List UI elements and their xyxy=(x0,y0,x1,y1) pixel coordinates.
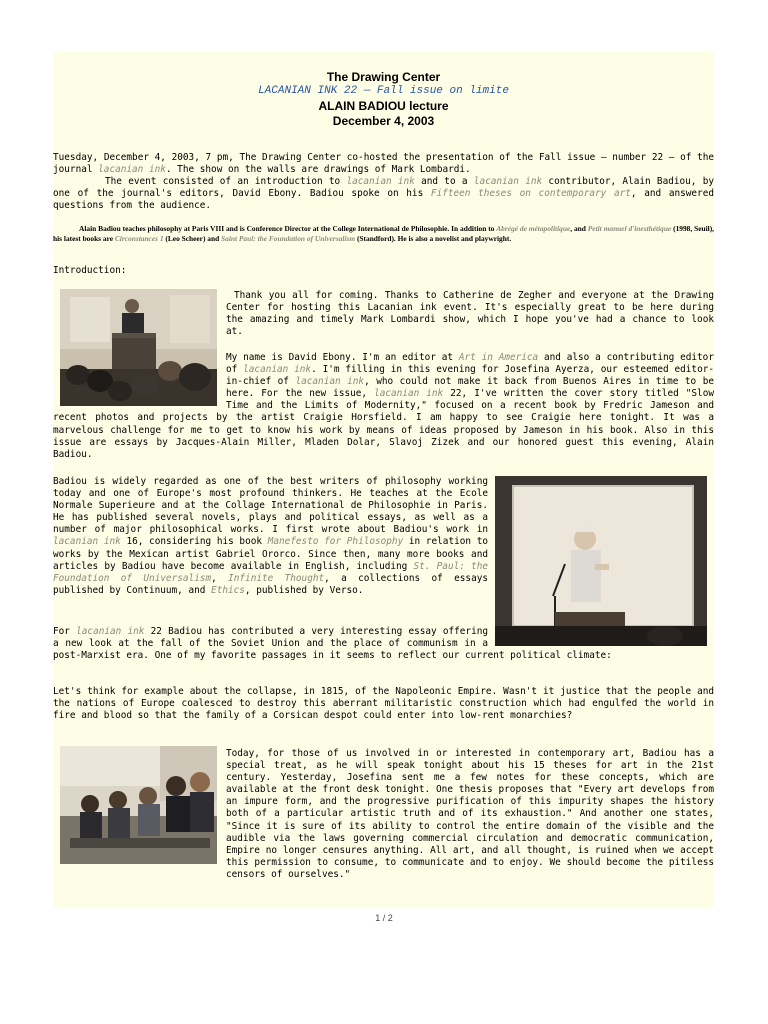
book-link[interactable]: Petit manuel d'inesthétique xyxy=(587,224,672,233)
journal-link[interactable]: lacanian ink xyxy=(374,388,444,400)
lecture-title: ALAIN BADIOU lecture xyxy=(318,99,449,113)
introduction-label: Introduction: xyxy=(53,265,127,276)
intro-paragraph: Tuesday, December 4, 2003, 7 pm, The Drawing Center co-hosted the presentation of the Fall issue — number 22 — of the journal lacanian ink. The show on the walls are drawings of Mark Lombardi. The event consisted of an introduction to lacanian ink and to a lacanian ink contributor, Alain Badiou, by one of the journal's editors, David Ebony. Badiou spoke on his Fifteen theses on contemporary art, and answered questions from the audience. xyxy=(53,152,714,212)
photo-badiou-speaking-image xyxy=(495,476,707,646)
bio-note: Alain Badiou teaches philosophy at Paris VIII and is Conference Director at the College International de Philosophie. In addition to Abrégé de métapolitique, and Petit manuel d'inesthétique (1998, Seuil), his latest books are Circonstances 1 (Leo Scheer) and Saint Paul: the Foundation of Universalism (Standford). He is also a novelist and playwright. xyxy=(53,224,715,243)
journal-link[interactable]: lacanian ink xyxy=(76,626,145,637)
event-date: December 4, 2003 xyxy=(332,114,435,128)
journal-link[interactable]: lacanian ink xyxy=(243,364,312,376)
photo-badiou-speaking xyxy=(495,476,707,646)
journal-link[interactable]: lacanian ink xyxy=(346,176,415,188)
book-link[interactable]: Ethics xyxy=(211,584,245,596)
essay-paragraph: For lacanian ink 22 Badiou has contributed a very interesting essay offering a new look at the fall of the Soviet Union and the place of communism in a post-Marxist era. One of my favorite passages in it seems to reflect our current political climate: xyxy=(53,626,612,662)
book-link[interactable]: Manefesto for Philosophy xyxy=(267,536,404,548)
book-link[interactable]: Circonstances 1 xyxy=(114,233,164,243)
journal-link[interactable]: lacanian ink xyxy=(295,376,365,388)
issue-title[interactable]: LACANIAN INK 22 — Fall issue on limite xyxy=(258,85,509,97)
editor-paragraph: My name is David Ebony. I'm an editor at Art in America and also a contributing editor of lacanian ink. I'm filling in this evening for Josefina Ayerza, our esteemed editor-in-chief of lacanian ink, who could not make it back from Buenos Aires in time to be here. For the new issue, lacanian ink 22, I've written the cover story titled "Slow Time and the Limits of Modernity," focused on a recent book by Fredric Jameson and recent photos and projects by the artist Craigie Horsfield. I am happy to see Craigie here tonight. It was a marvelous challenge for me to get to know his work by means of ideas proposed by Jameson in his book. Also in this issue are essays by Jacques-Alain Miller, Mladen Dolar, Slavoj Zizek and our honored guest this evening, Alain Badiou. xyxy=(53,352,715,460)
theses-link[interactable]: Fifteen theses on contemporary art xyxy=(430,188,631,200)
book-link[interactable]: Abrégé de métapolitique xyxy=(496,224,571,233)
document-page xyxy=(53,52,714,907)
venue-title: The Drawing Center xyxy=(326,70,441,84)
book-link[interactable]: Saint Paul: the Foundation of Universalism xyxy=(221,233,356,243)
page-number: 1 / 2 xyxy=(375,913,393,923)
journal-link[interactable]: lacanian ink xyxy=(98,164,166,176)
badiou-bio-paragraph: Badiou is widely regarded as one of the best writers of philosophy working today and one of Europe's most profound thinkers. He teaches at the Ecole Normale Superieure and at the Collage International de Philosophie in Paris. He has published several novels, plays and political essays, as well as a number of major philosophical works. I first wrote about Badiou's work in lacanian ink 16, considering his book Manefesto for Philosophy in relation to works by the Mexican artist Gabriel Ororco. Since then, many more books and articles by Badiou have become available in English, including St. Paul: the Foundation of Universalism, Infinite Thought, a collections of essays published by Continuum, and Ethics, published by Verso. xyxy=(53,476,489,596)
magazine-link[interactable]: Art in America xyxy=(458,352,539,363)
theses-paragraph: Today, for those of us involved in or interested in contemporary art, Badiou has a special treat, as he will speak tonight about his 15 theses for art in the 21st century. Yesterday, Josefina sent me a few notes for these concepts, which are available at the front desk tonight. One thesis proposes that "Every art develops from an impure form, and the progressive purification of this impurity shapes the history both of a particular artistic truth and of its exhaustion." And another one states, "Since it is sure of its ability to control the entire domain of the visible and the audible via the laws governing commercial circulation and democratic communication, Empire no longer censures anything. All art, and all thought, is ruined when we accept this permission to consume, to communicate and to enjoy. We should become the pitiless censors of ourselves." xyxy=(226,748,714,880)
book-link[interactable]: Infinite Thought xyxy=(228,572,325,584)
book-link[interactable]: St. Paul: the Foundation of Universalism xyxy=(53,560,489,584)
quote-paragraph: Let's think for example about the collapse, in 1815, of the Napoleonic Empire. Wasn't it justice that the people and the nations of Europe coalesced to destroy this aberrant militaristic construction which had engulfed the world in fire and blood so that the family of a Corsican despot could enter into low-rent monarchies? xyxy=(53,686,714,722)
journal-link[interactable]: lacanian ink xyxy=(473,176,543,188)
journal-link[interactable]: lacanian ink xyxy=(53,536,121,548)
welcome-paragraph: Thank you all for coming. Thanks to Catherine de Zegher and everyone at the Drawing Center for hosting this Lacanian ink event. It's especially great to be here during the amazing and timely Mark Lombardi show, which I hope you've had a chance to look at. xyxy=(226,290,714,338)
